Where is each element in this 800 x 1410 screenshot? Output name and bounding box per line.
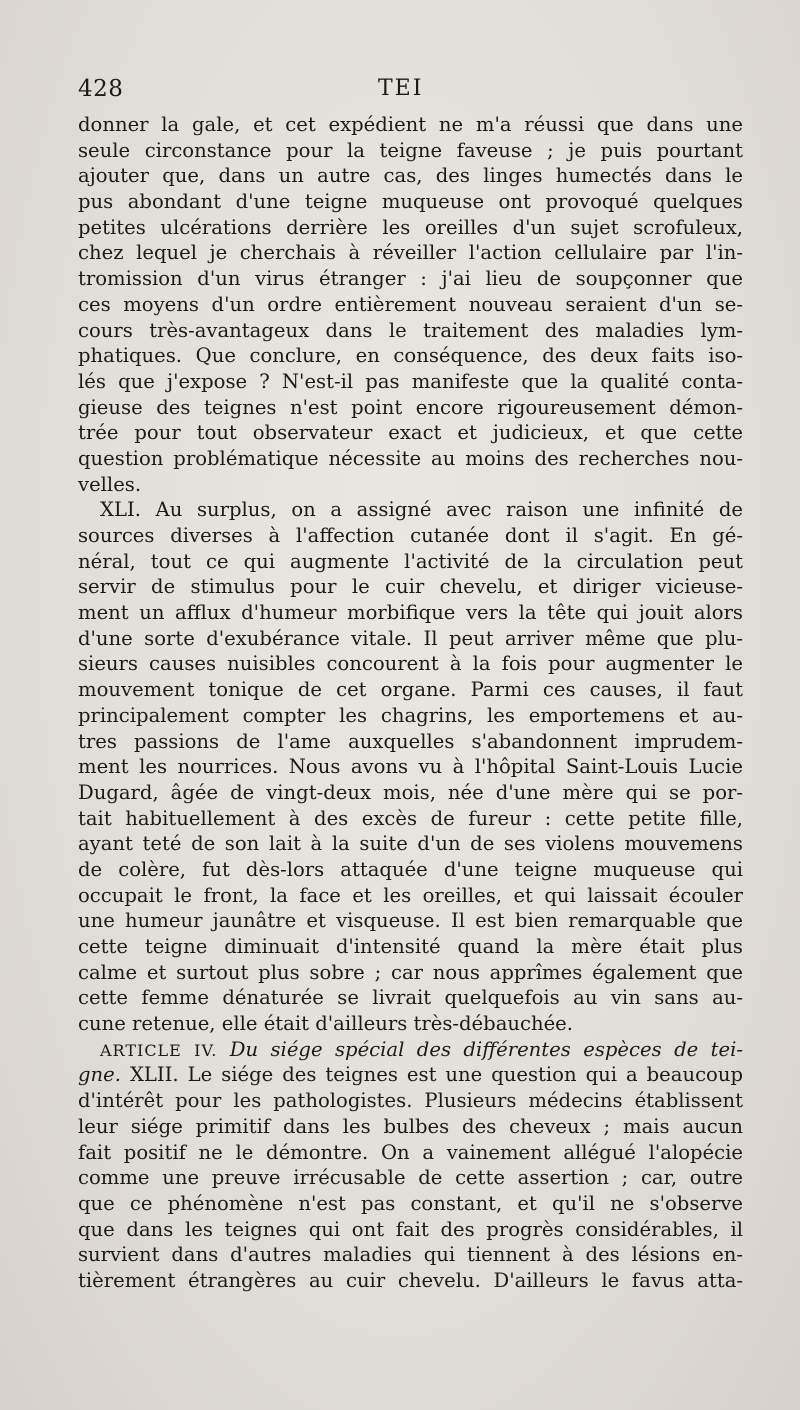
text-line: que ce phénomène n'est pas constant, et qu'il ne s'observe: [78, 1191, 743, 1215]
text-line: d'une sorte d'exubérance vitale. Il peut arriver même que plu-: [78, 626, 743, 650]
text-line: tait habituellement à des excès de fureur : cette petite fille,: [78, 806, 743, 830]
text-line: ment les nourrices. Nous avons vu à l'hôpital Saint-Louis Lucie: [78, 755, 743, 779]
text-line: tièrement étrangères au cuir chevelu. D'ailleurs le favus atta-: [78, 1268, 743, 1292]
text-line: XLI. Au surplus, on a assigné avec raison une infinité de: [100, 498, 743, 522]
article-title-continuation-line: [78, 1062, 743, 1088]
text-line: donner la gale, et cet expédient ne m'a réussi que dans une: [78, 113, 743, 136]
section-start: XLII. Le siége des teignes est une question qui a beaucoup: [121, 1063, 743, 1087]
text-line: une humeur jaunâtre et visqueuse. Il est bien remarquable que: [78, 909, 743, 933]
text-line: ajouter que, dans un autre cas, des linges humectés dans le: [78, 164, 743, 188]
text-line: cette femme dénaturée se livrait quelquefois au vin sans au-: [78, 986, 743, 1010]
text-line: mouvement tonique de cet organe. Parmi ces causes, il faut: [78, 678, 743, 702]
article-heading-line: [78, 1037, 743, 1063]
text-line: occupait le front, la face et les oreilles, et qui laissait écouler: [78, 883, 743, 907]
text-line: chez lequel je cherchais à réveiller l'action cellulaire par l'in-: [78, 241, 743, 265]
text-line: pus abondant d'une teigne muqueuse ont provoqué quelques: [78, 190, 743, 214]
text-line: phatiques. Que conclure, en conséquence, des deux faits iso-: [78, 344, 743, 368]
text-line: seule circonstance pour la teigne faveuse ; je puis pourtant: [78, 138, 743, 162]
article-label: ARTICLE IV.: [100, 1040, 218, 1060]
page-number: 428: [78, 76, 124, 102]
text-line: ces moyens d'un ordre entièrement nouveau seraient d'un se-: [78, 292, 743, 316]
text-line: ayant teté de son lait à la suite d'un de ses violens mouvemens: [78, 832, 743, 856]
text-line: principalement compter les chagrins, les emportemens et au-: [78, 703, 743, 727]
text-line: tres passions de l'ame auxquelles s'abandonnent imprudem-: [78, 729, 743, 753]
article-title: Du siége spécial des différentes espèces de tei-: [229, 1037, 743, 1061]
text-line: survient dans d'autres maladies qui tiennent à des lésions en-: [78, 1243, 743, 1267]
text-line: tromission d'un virus étranger : j'ai lieu de soupçonner que: [78, 267, 743, 291]
text-line: que dans les teignes qui ont fait des progrès considérables, il: [78, 1217, 743, 1241]
text-line: néral, tout ce qui augmente l'activité de la circulation peut: [78, 549, 743, 573]
text-line: sieurs causes nuisibles concourent à la fois pour augmenter le: [78, 652, 743, 676]
text-line: cette teigne diminuait d'intensité quand la mère était plus: [78, 935, 743, 958]
text-line: cune retenue, elle était d'ailleurs très-débauchée.: [78, 1012, 574, 1036]
text-line: petites ulcérations derrière les oreilles d'un sujet scrofuleux,: [78, 215, 743, 239]
text-line: question problématique nécessite au moins des recherches nou-: [78, 446, 743, 470]
body-text: [78, 112, 743, 1294]
running-head: [78, 76, 743, 106]
text-line: lés que j'expose ? N'est-il pas manifeste que la qualité conta-: [78, 369, 743, 393]
text-line: fait positif ne le démontre. On a vainement allégué l'alopécie: [78, 1140, 743, 1164]
text-line: sources diverses à l'affection cutanée dont il s'agit. En gé-: [78, 524, 743, 547]
text-line: d'intérêt pour les pathologistes. Plusieurs médecins établissent: [78, 1089, 743, 1113]
text-line: servir de stimulus pour le cuir chevelu, et diriger vicieuse-: [78, 575, 743, 599]
text-line: velles.: [78, 472, 142, 496]
text-line: calme et surtout plus sobre ; car nous apprîmes également que: [78, 960, 743, 984]
article-title-end: gne.: [78, 1063, 121, 1087]
text-line: ment un afflux d'humeur morbifique vers la tête qui jouit alors: [78, 601, 743, 625]
text-line: leur siége primitif dans les bulbes des cheveux ; mais aucun: [78, 1114, 743, 1138]
text-line: cours très-avantageux dans le traitement des maladies lym-: [78, 318, 743, 342]
text-line: gieuse des teignes n'est point encore rigoureusement démon-: [78, 395, 743, 419]
running-title: TEI: [378, 76, 424, 101]
text-line: trée pour tout observateur exact et judicieux, et que cette: [78, 421, 743, 445]
text-line: Dugard, âgée de vingt-deux mois, née d'une mère qui se por-: [78, 780, 743, 804]
text-line: de colère, fut dès-lors attaquée d'une teigne muqueuse qui: [78, 857, 743, 881]
text-line: comme une preuve irrécusable de cette assertion ; car, outre: [78, 1166, 743, 1190]
